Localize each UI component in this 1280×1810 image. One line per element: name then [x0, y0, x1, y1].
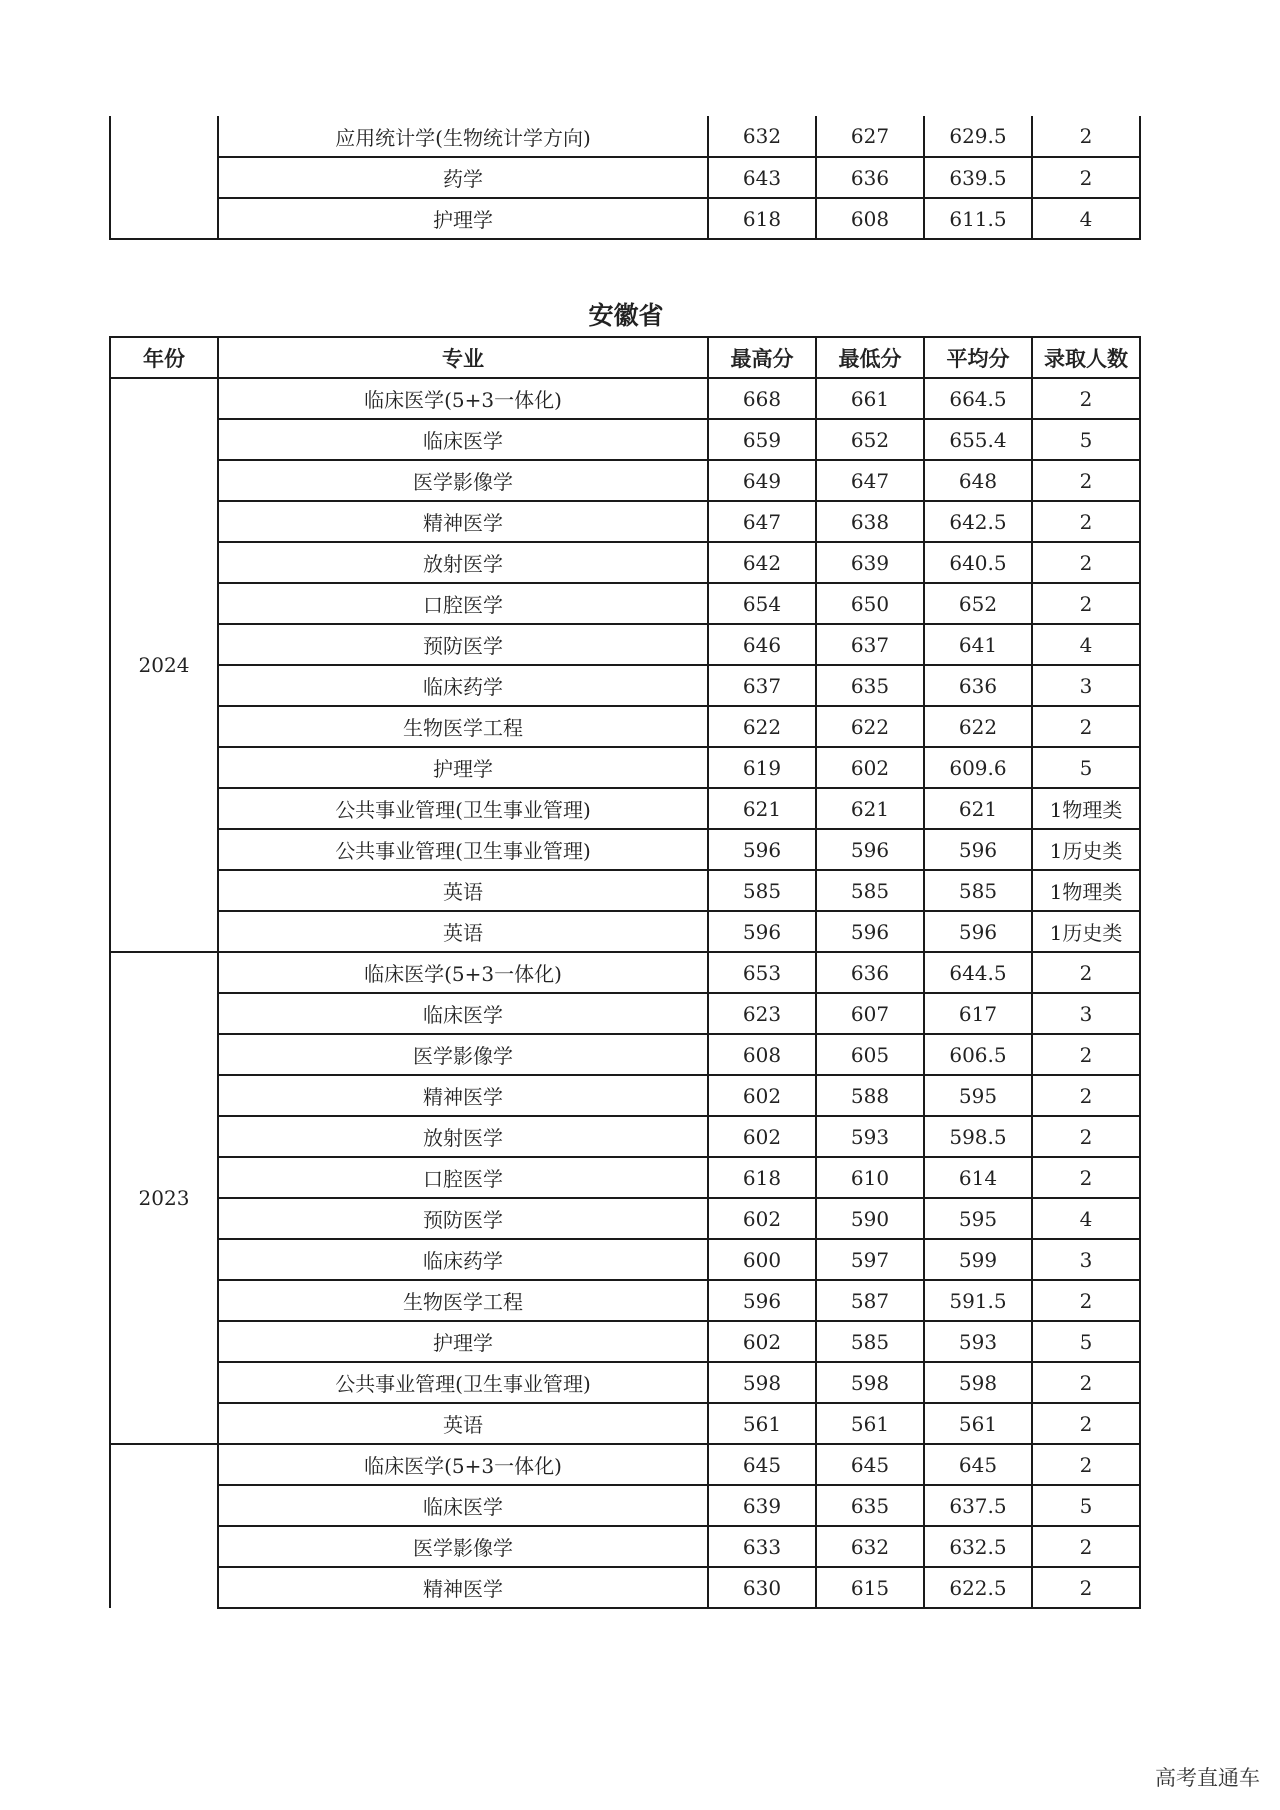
- avg-score-cell: 629.5: [924, 116, 1032, 157]
- min-score-cell: 588: [816, 1075, 924, 1116]
- max-score-cell: 618: [708, 198, 816, 239]
- table-row: [110, 1157, 1140, 1198]
- table-row: [110, 1116, 1140, 1157]
- avg-score-cell: 632.5: [924, 1526, 1032, 1567]
- admitted-count-cell: 2: [1032, 1075, 1140, 1116]
- min-score-cell: 645: [816, 1444, 924, 1485]
- table-row: [110, 706, 1140, 747]
- major-cell: 临床医学: [218, 419, 708, 460]
- admitted-count-cell: 1物理类: [1032, 788, 1140, 829]
- table-row: [110, 1034, 1140, 1075]
- admitted-count-cell: 2: [1032, 1034, 1140, 1075]
- table-header-row: [110, 337, 1140, 378]
- min-score-cell: 621: [816, 788, 924, 829]
- table-row: [110, 1526, 1140, 1567]
- max-score-cell: 602: [708, 1116, 816, 1157]
- max-score-cell: 621: [708, 788, 816, 829]
- major-cell: 临床医学(5+3一体化): [218, 952, 708, 993]
- major-cell: 公共事业管理(卫生事业管理): [218, 1362, 708, 1403]
- major-cell: 医学影像学: [218, 1034, 708, 1075]
- admitted-count-cell: 2: [1032, 1403, 1140, 1444]
- table-row: [110, 116, 1140, 157]
- min-score-cell: 597: [816, 1239, 924, 1280]
- table-row: [110, 1485, 1140, 1526]
- avg-score-cell: 614: [924, 1157, 1032, 1198]
- major-cell: 临床医学(5+3一体化): [218, 378, 708, 419]
- major-cell: 临床药学: [218, 1239, 708, 1280]
- major-cell: 口腔医学: [218, 1157, 708, 1198]
- major-cell: 公共事业管理(卫生事业管理): [218, 829, 708, 870]
- admitted-count-cell: 2: [1032, 952, 1140, 993]
- min-score-cell: 607: [816, 993, 924, 1034]
- major-cell: 临床医学: [218, 993, 708, 1034]
- min-score-cell: 561: [816, 1403, 924, 1444]
- avg-score-cell: 639.5: [924, 157, 1032, 198]
- previous-province-table-continuation: [109, 116, 1141, 240]
- avg-score-cell: 598.5: [924, 1116, 1032, 1157]
- admitted-count-cell: 2: [1032, 157, 1140, 198]
- max-score-cell: 596: [708, 1280, 816, 1321]
- max-score-cell: 623: [708, 993, 816, 1034]
- min-score-cell: 598: [816, 1362, 924, 1403]
- major-cell: 公共事业管理(卫生事业管理): [218, 788, 708, 829]
- min-score-cell: 585: [816, 1321, 924, 1362]
- max-score-cell: 668: [708, 378, 816, 419]
- table-row: [110, 501, 1140, 542]
- year-cell: 2024: [110, 378, 218, 952]
- table-row: [110, 542, 1140, 583]
- avg-score-cell: 636: [924, 665, 1032, 706]
- max-score-cell: 602: [708, 1075, 816, 1116]
- max-score-cell: 654: [708, 583, 816, 624]
- table-row: [110, 747, 1140, 788]
- avg-score-cell: 598: [924, 1362, 1032, 1403]
- admitted-count-cell: 2: [1032, 583, 1140, 624]
- avg-score-cell: 655.4: [924, 419, 1032, 460]
- table-row: [110, 911, 1140, 952]
- year-cell: [110, 116, 218, 239]
- table-row: [110, 583, 1140, 624]
- avg-score-cell: 640.5: [924, 542, 1032, 583]
- table-row: [110, 624, 1140, 665]
- avg-score-cell: 599: [924, 1239, 1032, 1280]
- avg-score-cell: 561: [924, 1403, 1032, 1444]
- avg-score-cell: 641: [924, 624, 1032, 665]
- max-score-cell: 596: [708, 911, 816, 952]
- admitted-count-cell: 2: [1032, 378, 1140, 419]
- max-score-cell: 618: [708, 1157, 816, 1198]
- admitted-count-cell: 1历史类: [1032, 911, 1140, 952]
- table-row: [110, 460, 1140, 501]
- max-score-cell: 647: [708, 501, 816, 542]
- year-cell: [110, 1444, 218, 1608]
- admitted-count-cell: 5: [1032, 419, 1140, 460]
- avg-score-cell: 585: [924, 870, 1032, 911]
- min-score-cell: 590: [816, 1198, 924, 1239]
- admitted-count-cell: 3: [1032, 665, 1140, 706]
- table-row: [110, 1567, 1140, 1608]
- major-cell: 口腔医学: [218, 583, 708, 624]
- avg-score-cell: 648: [924, 460, 1032, 501]
- min-score-cell: 622: [816, 706, 924, 747]
- table-row: [110, 419, 1140, 460]
- table-row: [110, 829, 1140, 870]
- avg-score-cell: 622.5: [924, 1567, 1032, 1608]
- admitted-count-cell: 5: [1032, 1485, 1140, 1526]
- max-score-cell: 637: [708, 665, 816, 706]
- table-row: [110, 993, 1140, 1034]
- table-row: [110, 1321, 1140, 1362]
- avg-score-cell: 664.5: [924, 378, 1032, 419]
- max-score-cell: 598: [708, 1362, 816, 1403]
- major-cell: 预防医学: [218, 1198, 708, 1239]
- admitted-count-cell: 1历史类: [1032, 829, 1140, 870]
- admitted-count-cell: 2: [1032, 706, 1140, 747]
- admitted-count-cell: 2: [1032, 1116, 1140, 1157]
- max-score-cell: 649: [708, 460, 816, 501]
- min-score-cell: 627: [816, 116, 924, 157]
- admitted-count-cell: 3: [1032, 993, 1140, 1034]
- min-score-cell: 635: [816, 665, 924, 706]
- max-score-cell: 633: [708, 1526, 816, 1567]
- admitted-count-cell: 5: [1032, 1321, 1140, 1362]
- avg-score-cell: 606.5: [924, 1034, 1032, 1075]
- min-score-cell: 647: [816, 460, 924, 501]
- max-score-cell: 639: [708, 1485, 816, 1526]
- min-score-cell: 610: [816, 1157, 924, 1198]
- watermark: 高考直通车: [1155, 1766, 1260, 1790]
- avg-score-cell: 637.5: [924, 1485, 1032, 1526]
- header-avg-score: 平均分: [924, 337, 1032, 378]
- admitted-count-cell: 4: [1032, 624, 1140, 665]
- table-row: [110, 198, 1140, 239]
- avg-score-cell: 595: [924, 1198, 1032, 1239]
- min-score-cell: 596: [816, 829, 924, 870]
- min-score-cell: 638: [816, 501, 924, 542]
- admitted-count-cell: 4: [1032, 1198, 1140, 1239]
- major-cell: 临床药学: [218, 665, 708, 706]
- major-cell: 临床医学(5+3一体化): [218, 1444, 708, 1485]
- major-cell: 生物医学工程: [218, 1280, 708, 1321]
- max-score-cell: 645: [708, 1444, 816, 1485]
- major-cell: 英语: [218, 870, 708, 911]
- max-score-cell: 643: [708, 157, 816, 198]
- header-year: 年份: [110, 337, 218, 378]
- max-score-cell: 585: [708, 870, 816, 911]
- major-cell: 医学影像学: [218, 460, 708, 501]
- major-cell: 护理学: [218, 747, 708, 788]
- admitted-count-cell: 2: [1032, 542, 1140, 583]
- table-row: [110, 1280, 1140, 1321]
- table-row: [110, 1198, 1140, 1239]
- admitted-count-cell: 2: [1032, 116, 1140, 157]
- admitted-count-cell: 2: [1032, 1444, 1140, 1485]
- min-score-cell: 639: [816, 542, 924, 583]
- major-cell: 应用统计学(生物统计学方向): [218, 116, 708, 157]
- max-score-cell: 602: [708, 1321, 816, 1362]
- table-row: [110, 1444, 1140, 1485]
- table-row: [110, 1362, 1140, 1403]
- max-score-cell: 653: [708, 952, 816, 993]
- avg-score-cell: 595: [924, 1075, 1032, 1116]
- avg-score-cell: 596: [924, 829, 1032, 870]
- min-score-cell: 650: [816, 583, 924, 624]
- avg-score-cell: 611.5: [924, 198, 1032, 239]
- major-cell: 精神医学: [218, 501, 708, 542]
- min-score-cell: 602: [816, 747, 924, 788]
- section-title: 安徽省: [588, 301, 664, 330]
- admitted-count-cell: 2: [1032, 460, 1140, 501]
- min-score-cell: 652: [816, 419, 924, 460]
- major-cell: 英语: [218, 911, 708, 952]
- table-row: [110, 378, 1140, 419]
- max-score-cell: 596: [708, 829, 816, 870]
- max-score-cell: 630: [708, 1567, 816, 1608]
- major-cell: 医学影像学: [218, 1526, 708, 1567]
- table-row: [110, 788, 1140, 829]
- min-score-cell: 608: [816, 198, 924, 239]
- year-cell: 2023: [110, 952, 218, 1444]
- admitted-count-cell: 2: [1032, 1526, 1140, 1567]
- max-score-cell: 619: [708, 747, 816, 788]
- min-score-cell: 635: [816, 1485, 924, 1526]
- table-row: [110, 1403, 1140, 1444]
- header-min-score: 最低分: [816, 337, 924, 378]
- min-score-cell: 661: [816, 378, 924, 419]
- major-cell: 护理学: [218, 198, 708, 239]
- major-cell: 预防医学: [218, 624, 708, 665]
- max-score-cell: 632: [708, 116, 816, 157]
- max-score-cell: 642: [708, 542, 816, 583]
- avg-score-cell: 642.5: [924, 501, 1032, 542]
- avg-score-cell: 622: [924, 706, 1032, 747]
- max-score-cell: 561: [708, 1403, 816, 1444]
- table-row: [110, 157, 1140, 198]
- admitted-count-cell: 4: [1032, 198, 1140, 239]
- admitted-count-cell: 3: [1032, 1239, 1140, 1280]
- admitted-count-cell: 5: [1032, 747, 1140, 788]
- max-score-cell: 608: [708, 1034, 816, 1075]
- min-score-cell: 615: [816, 1567, 924, 1608]
- header-major: 专业: [218, 337, 708, 378]
- table-row: [110, 1239, 1140, 1280]
- table-row: [110, 952, 1140, 993]
- avg-score-cell: 591.5: [924, 1280, 1032, 1321]
- min-score-cell: 593: [816, 1116, 924, 1157]
- min-score-cell: 596: [816, 911, 924, 952]
- header-max-score: 最高分: [708, 337, 816, 378]
- major-cell: 放射医学: [218, 1116, 708, 1157]
- admitted-count-cell: 1物理类: [1032, 870, 1140, 911]
- admitted-count-cell: 2: [1032, 501, 1140, 542]
- max-score-cell: 602: [708, 1198, 816, 1239]
- major-cell: 英语: [218, 1403, 708, 1444]
- min-score-cell: 632: [816, 1526, 924, 1567]
- admitted-count-cell: 2: [1032, 1157, 1140, 1198]
- min-score-cell: 636: [816, 952, 924, 993]
- admission-score-table: [109, 336, 1141, 1609]
- min-score-cell: 637: [816, 624, 924, 665]
- major-cell: 药学: [218, 157, 708, 198]
- max-score-cell: 646: [708, 624, 816, 665]
- avg-score-cell: 644.5: [924, 952, 1032, 993]
- major-cell: 精神医学: [218, 1075, 708, 1116]
- major-cell: 精神医学: [218, 1567, 708, 1608]
- major-cell: 生物医学工程: [218, 706, 708, 747]
- admitted-count-cell: 2: [1032, 1362, 1140, 1403]
- major-cell: 临床医学: [218, 1485, 708, 1526]
- table-row: [110, 1075, 1140, 1116]
- admitted-count-cell: 2: [1032, 1567, 1140, 1608]
- avg-score-cell: 593: [924, 1321, 1032, 1362]
- avg-score-cell: 652: [924, 583, 1032, 624]
- table-row: [110, 870, 1140, 911]
- min-score-cell: 636: [816, 157, 924, 198]
- max-score-cell: 600: [708, 1239, 816, 1280]
- avg-score-cell: 645: [924, 1444, 1032, 1485]
- min-score-cell: 605: [816, 1034, 924, 1075]
- max-score-cell: 659: [708, 419, 816, 460]
- major-cell: 放射医学: [218, 542, 708, 583]
- max-score-cell: 622: [708, 706, 816, 747]
- avg-score-cell: 621: [924, 788, 1032, 829]
- avg-score-cell: 596: [924, 911, 1032, 952]
- table-row: [110, 665, 1140, 706]
- admitted-count-cell: 2: [1032, 1280, 1140, 1321]
- header-admitted-count: 录取人数: [1032, 337, 1140, 378]
- avg-score-cell: 609.6: [924, 747, 1032, 788]
- min-score-cell: 587: [816, 1280, 924, 1321]
- major-cell: 护理学: [218, 1321, 708, 1362]
- min-score-cell: 585: [816, 870, 924, 911]
- avg-score-cell: 617: [924, 993, 1032, 1034]
